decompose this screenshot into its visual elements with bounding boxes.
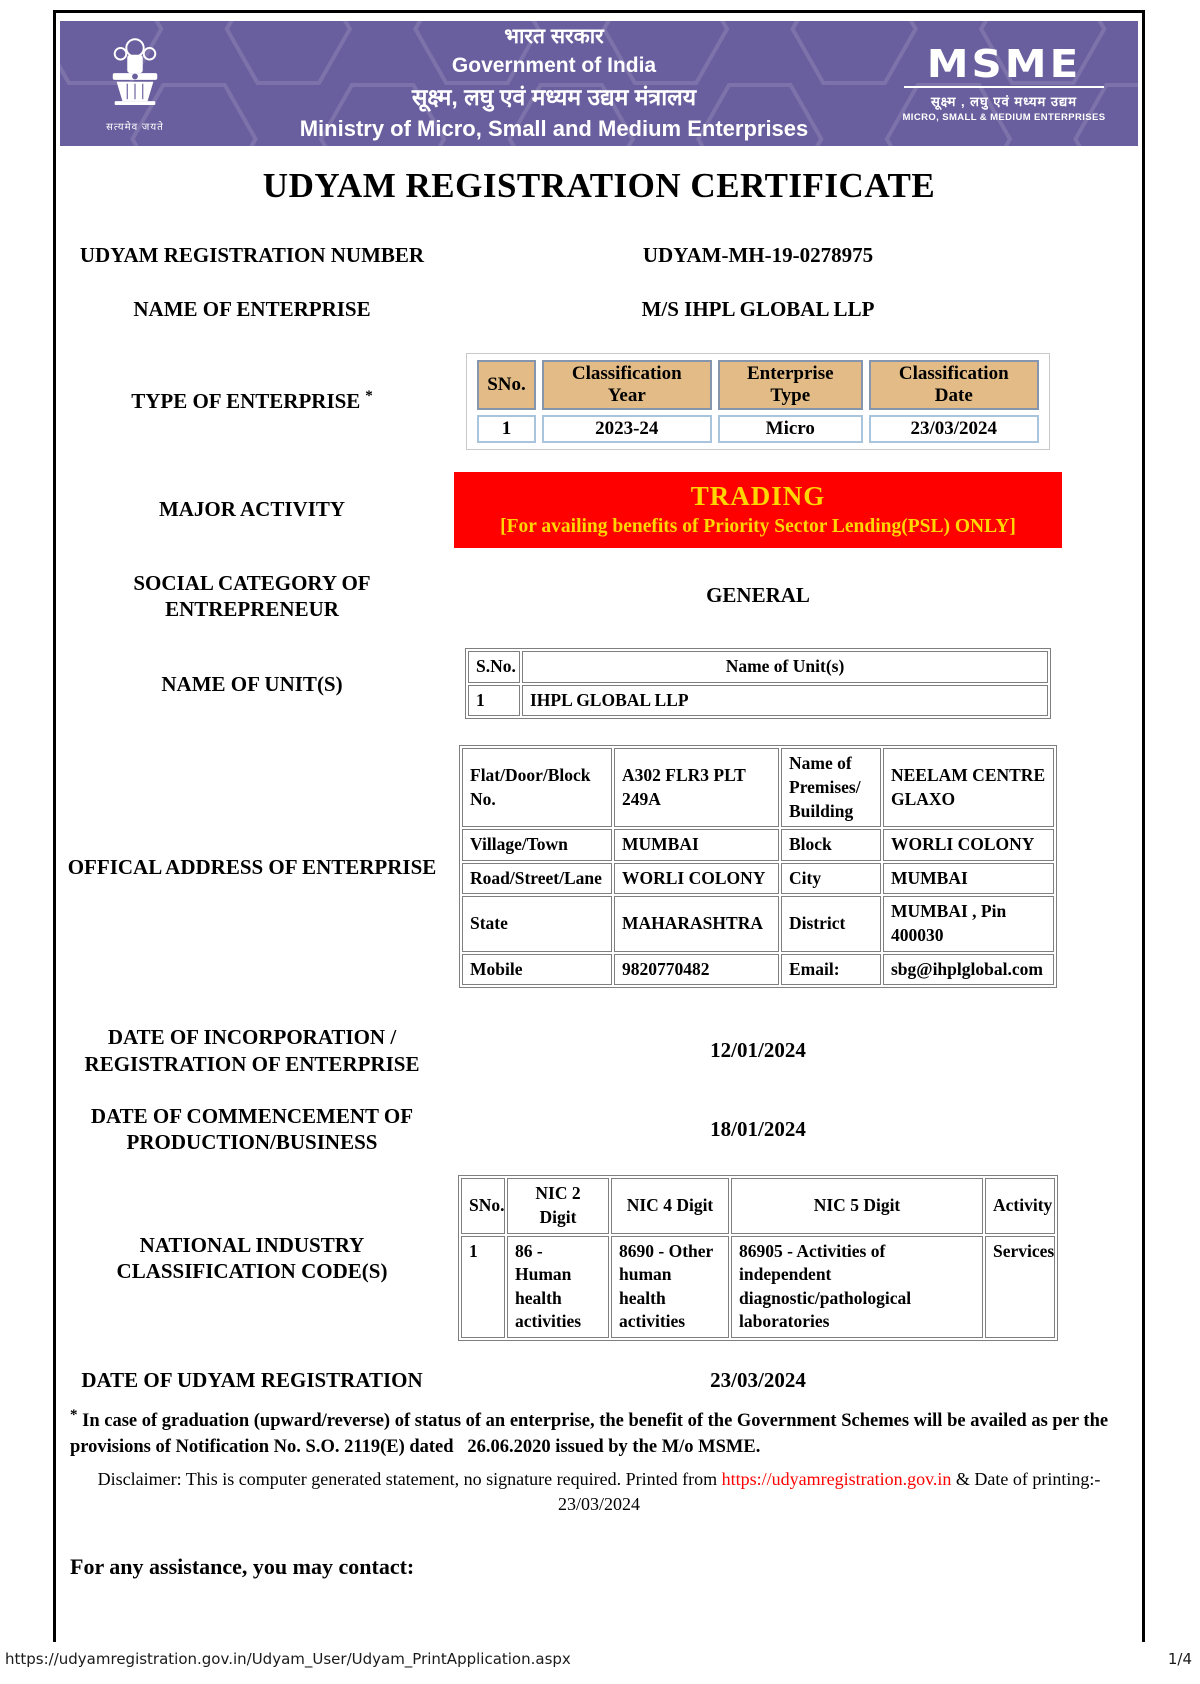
classification-cell-date: 23/03/2024 <box>869 415 1039 443</box>
print-footer-url: https://udyamregistration.gov.in/Udyam_User/Udyam_PrintApplication.aspx <box>5 1650 571 1668</box>
printing-date: 23/03/2024 <box>557 1494 640 1515</box>
banner-titles <box>210 24 898 143</box>
classification-header-sno: SNo. <box>477 360 536 410</box>
row-enterprise-name <box>56 296 1142 322</box>
msme-logo-hindi: सूक्ष्म , लघु एवं मध्यम उद्यम <box>931 94 1077 110</box>
row-udyam-registration-date <box>56 1367 1142 1393</box>
address-cell: NEELAM CENTRE GLAXO <box>883 748 1054 827</box>
classification-row <box>477 415 1039 443</box>
address-row <box>462 954 1054 986</box>
nic-header-activity: Activity <box>985 1178 1055 1233</box>
nic-header-sno: SNo. <box>461 1178 505 1233</box>
udyam-registration-date-value: 23/03/2024 <box>710 1367 806 1392</box>
nic-cell-sno: 1 <box>461 1236 505 1339</box>
govt-of-india: Government of India <box>451 54 657 78</box>
address-cell: Block <box>781 829 881 861</box>
address-row <box>462 829 1054 861</box>
units-cell-name: IHPL GLOBAL LLP <box>522 685 1048 717</box>
address-cell: 9820770482 <box>614 954 779 986</box>
classification-header-date: Classification Date <box>869 360 1039 410</box>
row-commencement-date <box>56 1103 1142 1156</box>
nic-label: NATIONAL INDUSTRY CLASSIFICATION CODE(S) <box>116 1232 388 1284</box>
disclaimer: Disclaimer: This is computer generated statement, no signature required. Printed from https://udyamregistration.gov.in & Date of printing:- 23/03/2024 <box>97 1469 1101 1515</box>
units-header-name: Name of Unit(s) <box>522 651 1048 683</box>
address-cell: Mobile <box>462 954 612 986</box>
nic-cell-2digit: 86 - Human health activities <box>507 1236 609 1339</box>
address-cell: WORLI COLONY <box>883 829 1054 861</box>
address-cell: Flat/Door/Block No. <box>462 748 612 827</box>
registration-number-label: UDYAM REGISTRATION NUMBER <box>79 243 425 267</box>
row-nic-codes <box>56 1175 1142 1341</box>
enterprise-type-label: TYPE OF ENTERPRISE * <box>131 388 373 414</box>
units-label: NAME OF UNIT(S) <box>161 671 343 696</box>
assistance-heading: For any assistance, you may contact: <box>70 1553 415 1579</box>
govt-of-india-hindi: भारत सरकार <box>504 25 604 49</box>
address-label: OFFICAL ADDRESS OF ENTERPRISE <box>67 854 437 879</box>
address-cell: Road/Street/Lane <box>462 863 612 895</box>
commencement-date-label: DATE OF COMMENCEMENT OF PRODUCTION/BUSINESS <box>90 1103 414 1154</box>
udyam-registration-date-label: DATE OF UDYAM REGISTRATION <box>81 1368 423 1392</box>
india-emblem <box>60 35 210 133</box>
ashoka-lion-icon <box>106 35 164 117</box>
classification-cell-year: 2023-24 <box>542 415 712 443</box>
row-registration-number <box>56 242 1142 268</box>
classification-cell-sno: 1 <box>477 415 536 443</box>
msme-logo-rule <box>904 86 1104 88</box>
row-units <box>56 648 1142 719</box>
msme-logo-english: MICRO, SMALL & MEDIUM ENTERPRISES <box>902 112 1106 124</box>
address-row <box>462 896 1054 951</box>
address-cell: City <box>781 863 881 895</box>
units-cell-sno: 1 <box>468 685 520 717</box>
nic-table <box>458 1175 1058 1341</box>
enterprise-name-value: M/S IHPL GLOBAL LLP <box>641 296 875 321</box>
graduation-footnote: * In case of graduation (upward/reverse) of status of an enterprise, the benefit of the Government Schemes will be availed as per the provisions of Notification No. S.O. 2119(E) dated 26.06.2020 issued by the M/o MSME. <box>70 1407 1109 1458</box>
classification-table-wrap <box>466 353 1050 450</box>
nic-header-2digit: NIC 2 Digit <box>507 1178 609 1233</box>
nic-cell-4digit: 8690 - Other human health activities <box>611 1236 729 1339</box>
address-cell: WORLI COLONY <box>614 863 779 895</box>
address-table <box>459 745 1057 988</box>
major-activity-note: [For availing benefits of Priority Sector Lending(PSL) ONLY] <box>500 515 1016 537</box>
print-footer-page-number: 1/4 <box>1167 1650 1192 1668</box>
classification-header-type: Enterprise Type <box>718 360 863 410</box>
social-category-label: SOCIAL CATEGORY OF ENTREPRENEUR <box>133 570 371 621</box>
address-cell: Name of Premises/ Building <box>781 748 881 827</box>
msme-logo-text: MSME <box>926 40 1082 86</box>
address-cell: A302 FLR3 PLT 249A <box>614 748 779 827</box>
address-cell: MUMBAI <box>883 863 1054 895</box>
row-social-category <box>56 570 1142 623</box>
nic-header-5digit: NIC 5 Digit <box>731 1178 983 1233</box>
address-row <box>462 863 1054 895</box>
nic-row <box>461 1236 1055 1339</box>
address-cell: MUMBAI , Pin 400030 <box>883 896 1054 951</box>
social-category-value: GENERAL <box>706 583 810 608</box>
classification-table <box>471 355 1045 448</box>
address-row <box>462 748 1054 827</box>
units-header-sno: S.No. <box>468 651 520 683</box>
footnote-asterisk: * <box>70 1407 78 1424</box>
units-row <box>468 685 1048 717</box>
incorporation-date-label: DATE OF INCORPORATION / REGISTRATION OF ENTERPRISE <box>84 1025 420 1076</box>
registration-number-value: UDYAM-MH-19-0278975 <box>642 242 874 267</box>
nic-header-4digit: NIC 4 Digit <box>611 1178 729 1233</box>
certificate-frame <box>53 10 1145 1642</box>
row-enterprise-type <box>56 353 1142 450</box>
major-activity-value: TRADING <box>690 480 826 511</box>
emblem-motto: सत्यमेव जयते <box>106 121 164 133</box>
major-activity-label: MAJOR ACTIVITY <box>158 497 346 522</box>
udyam-registration-link[interactable]: https://udyamregistration.gov.in <box>721 1469 952 1490</box>
msme-logo <box>898 40 1138 124</box>
address-cell: State <box>462 896 612 951</box>
major-activity-banner <box>454 472 1062 548</box>
row-address <box>56 745 1142 988</box>
nic-cell-activity: Services <box>985 1236 1055 1339</box>
type-asterisk: * <box>365 388 373 405</box>
address-cell: District <box>781 896 881 951</box>
address-cell: Village/Town <box>462 829 612 861</box>
address-cell: MAHARASHTRA <box>614 896 779 951</box>
header-banner <box>60 21 1138 146</box>
row-major-activity <box>56 472 1142 548</box>
ministry-english: Ministry of Micro, Small and Medium Enterprises <box>299 116 809 142</box>
incorporation-date-value: 12/01/2024 <box>710 1038 806 1062</box>
address-cell: sbg@ihplglobal.com <box>883 954 1054 986</box>
classification-header-year: Classification Year <box>542 360 712 410</box>
address-cell: Email: <box>781 954 881 986</box>
commencement-date-value: 18/01/2024 <box>710 1116 806 1141</box>
print-footer <box>0 1650 1200 1674</box>
page-title: UDYAM REGISTRATION CERTIFICATE <box>262 166 936 205</box>
classification-cell-type: Micro <box>718 415 863 443</box>
address-cell: MUMBAI <box>614 829 779 861</box>
enterprise-name-label: NAME OF ENTERPRISE <box>133 297 371 322</box>
nic-cell-5digit: 86905 - Activities of independent diagnostic/pathological laboratories <box>731 1236 983 1339</box>
ministry-hindi: सूक्ष्म, लघु एवं मध्यम उद्यम मंत्रालय <box>411 83 697 110</box>
row-incorporation-date <box>56 1024 1142 1077</box>
units-table <box>465 648 1051 719</box>
